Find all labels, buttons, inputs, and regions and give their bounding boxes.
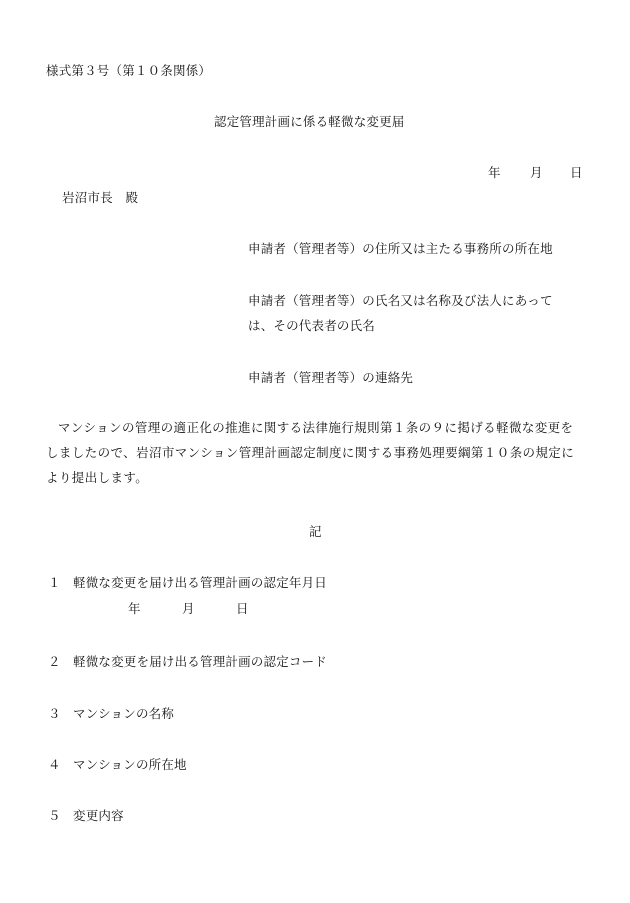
date-year-label: 年 [488,165,501,180]
item-number: ５ [48,808,61,823]
applicant-address: 申請者（管理者等）の住所又は主たる事務所の所在地 [248,241,553,256]
cert-year-label: 年 [128,601,141,616]
body-paragraph: マンションの管理の適正化の推進に関する法律施行規則第１条の９に掲げる軽微な変更をしましたので、岩沼市マンション管理計画認定制度に関する事務処理要綱第１０条の規定により提出します。 [46,420,575,485]
submission-date [0,164,630,182]
item-label: 変更内容 [73,808,124,823]
cert-day-label: 日 [236,601,249,616]
item-number: ２ [48,654,61,669]
item-label: 軽微な変更を届け出る管理計画の認定年月日 [73,575,328,590]
item-label: マンションの所在地 [73,757,187,772]
cert-month-label: 月 [182,601,195,616]
applicant-name-line2: は、その代表者の氏名 [248,318,376,333]
form-number: 様式第３号（第１０条関係） [46,63,212,78]
date-day-label: 日 [570,165,583,180]
item-label: 軽微な変更を届け出る管理計画の認定コード [73,654,328,669]
addressee: 岩沼市長 殿 [62,190,139,205]
item-number: １ [48,575,61,590]
applicant-contact: 申請者（管理者等）の連絡先 [248,370,414,385]
item-label: マンションの名称 [73,706,175,721]
date-month-label: 月 [530,165,543,180]
item-number: ３ [48,706,61,721]
certification-date [0,600,630,618]
document-title: 認定管理計画に係る軽微な変更届 [214,114,405,129]
ki-heading: 記 [309,524,322,539]
item-number: ４ [48,757,61,772]
applicant-name-line1: 申請者（管理者等）の氏名又は名称及び法人にあって [248,293,553,308]
